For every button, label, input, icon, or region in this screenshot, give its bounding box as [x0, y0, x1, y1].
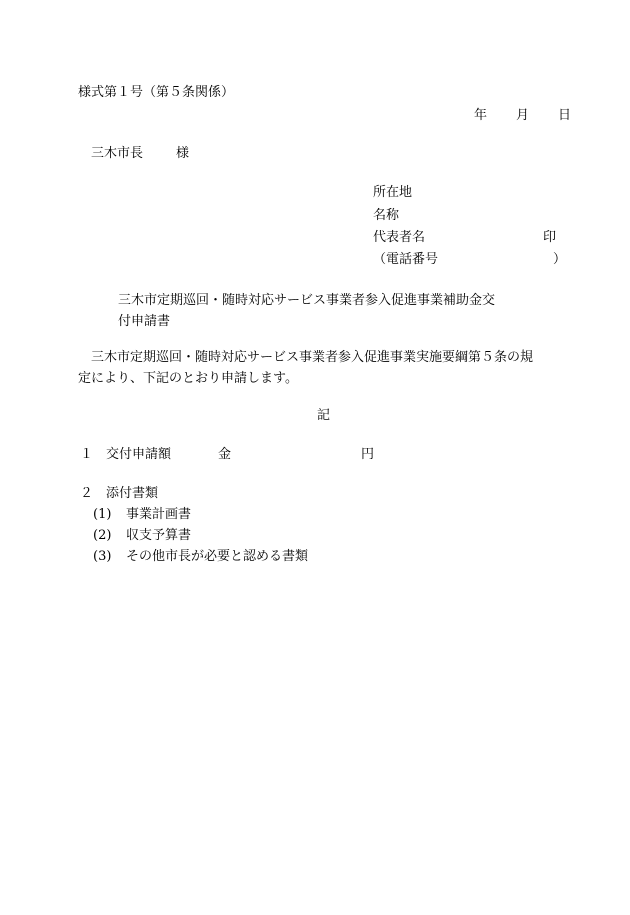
representative-label: 代表者名 — [373, 230, 426, 245]
seal-label: 印 — [543, 230, 557, 245]
date-year-label: 年 — [474, 108, 488, 123]
date-month-label: 月 — [516, 108, 530, 123]
subitem-1-number: (1) — [93, 507, 112, 522]
address-label: 所在地 — [373, 185, 413, 200]
subitem-1-text: 事業計画書 — [126, 507, 192, 522]
subitem-3-text: その他市長が必要と認める書類 — [126, 549, 309, 564]
addressee-honorific: 様 — [176, 146, 190, 161]
form-number: 様式第１号（第５条関係） — [78, 85, 235, 100]
document-title-line-1: 三木市定期巡回・随時対応サービス事業者参入促進事業補助金交 — [118, 293, 496, 308]
item-1-number: １ — [80, 447, 94, 462]
item-2-number: ２ — [80, 486, 94, 501]
date-day-label: 日 — [558, 108, 572, 123]
body-text-line-1: 三木市定期巡回・随時対応サービス事業者参入促進事業実施要綱第５条の規 — [91, 350, 534, 365]
item-1-label: 交付申請額 — [106, 447, 172, 462]
subitem-2-text: 収支予算書 — [126, 528, 192, 543]
item-1-kin: 金 — [218, 447, 232, 462]
body-text-line-2: 定により、下記のとおり申請します。 — [78, 371, 298, 386]
document-title-line-2: 付申請書 — [118, 314, 171, 329]
subitem-2-number: (2) — [93, 528, 112, 543]
applicant-name-label: 名称 — [373, 208, 400, 223]
item-2-label: 添付書類 — [106, 486, 159, 501]
phone-close-paren: ） — [553, 252, 567, 267]
item-1-yen: 円 — [361, 447, 375, 462]
phone-label: （電話番号 — [373, 252, 439, 267]
addressee-name: 三木市長 — [91, 146, 144, 161]
ki-heading: 記 — [317, 408, 331, 423]
subitem-3-number: (3) — [93, 549, 112, 564]
